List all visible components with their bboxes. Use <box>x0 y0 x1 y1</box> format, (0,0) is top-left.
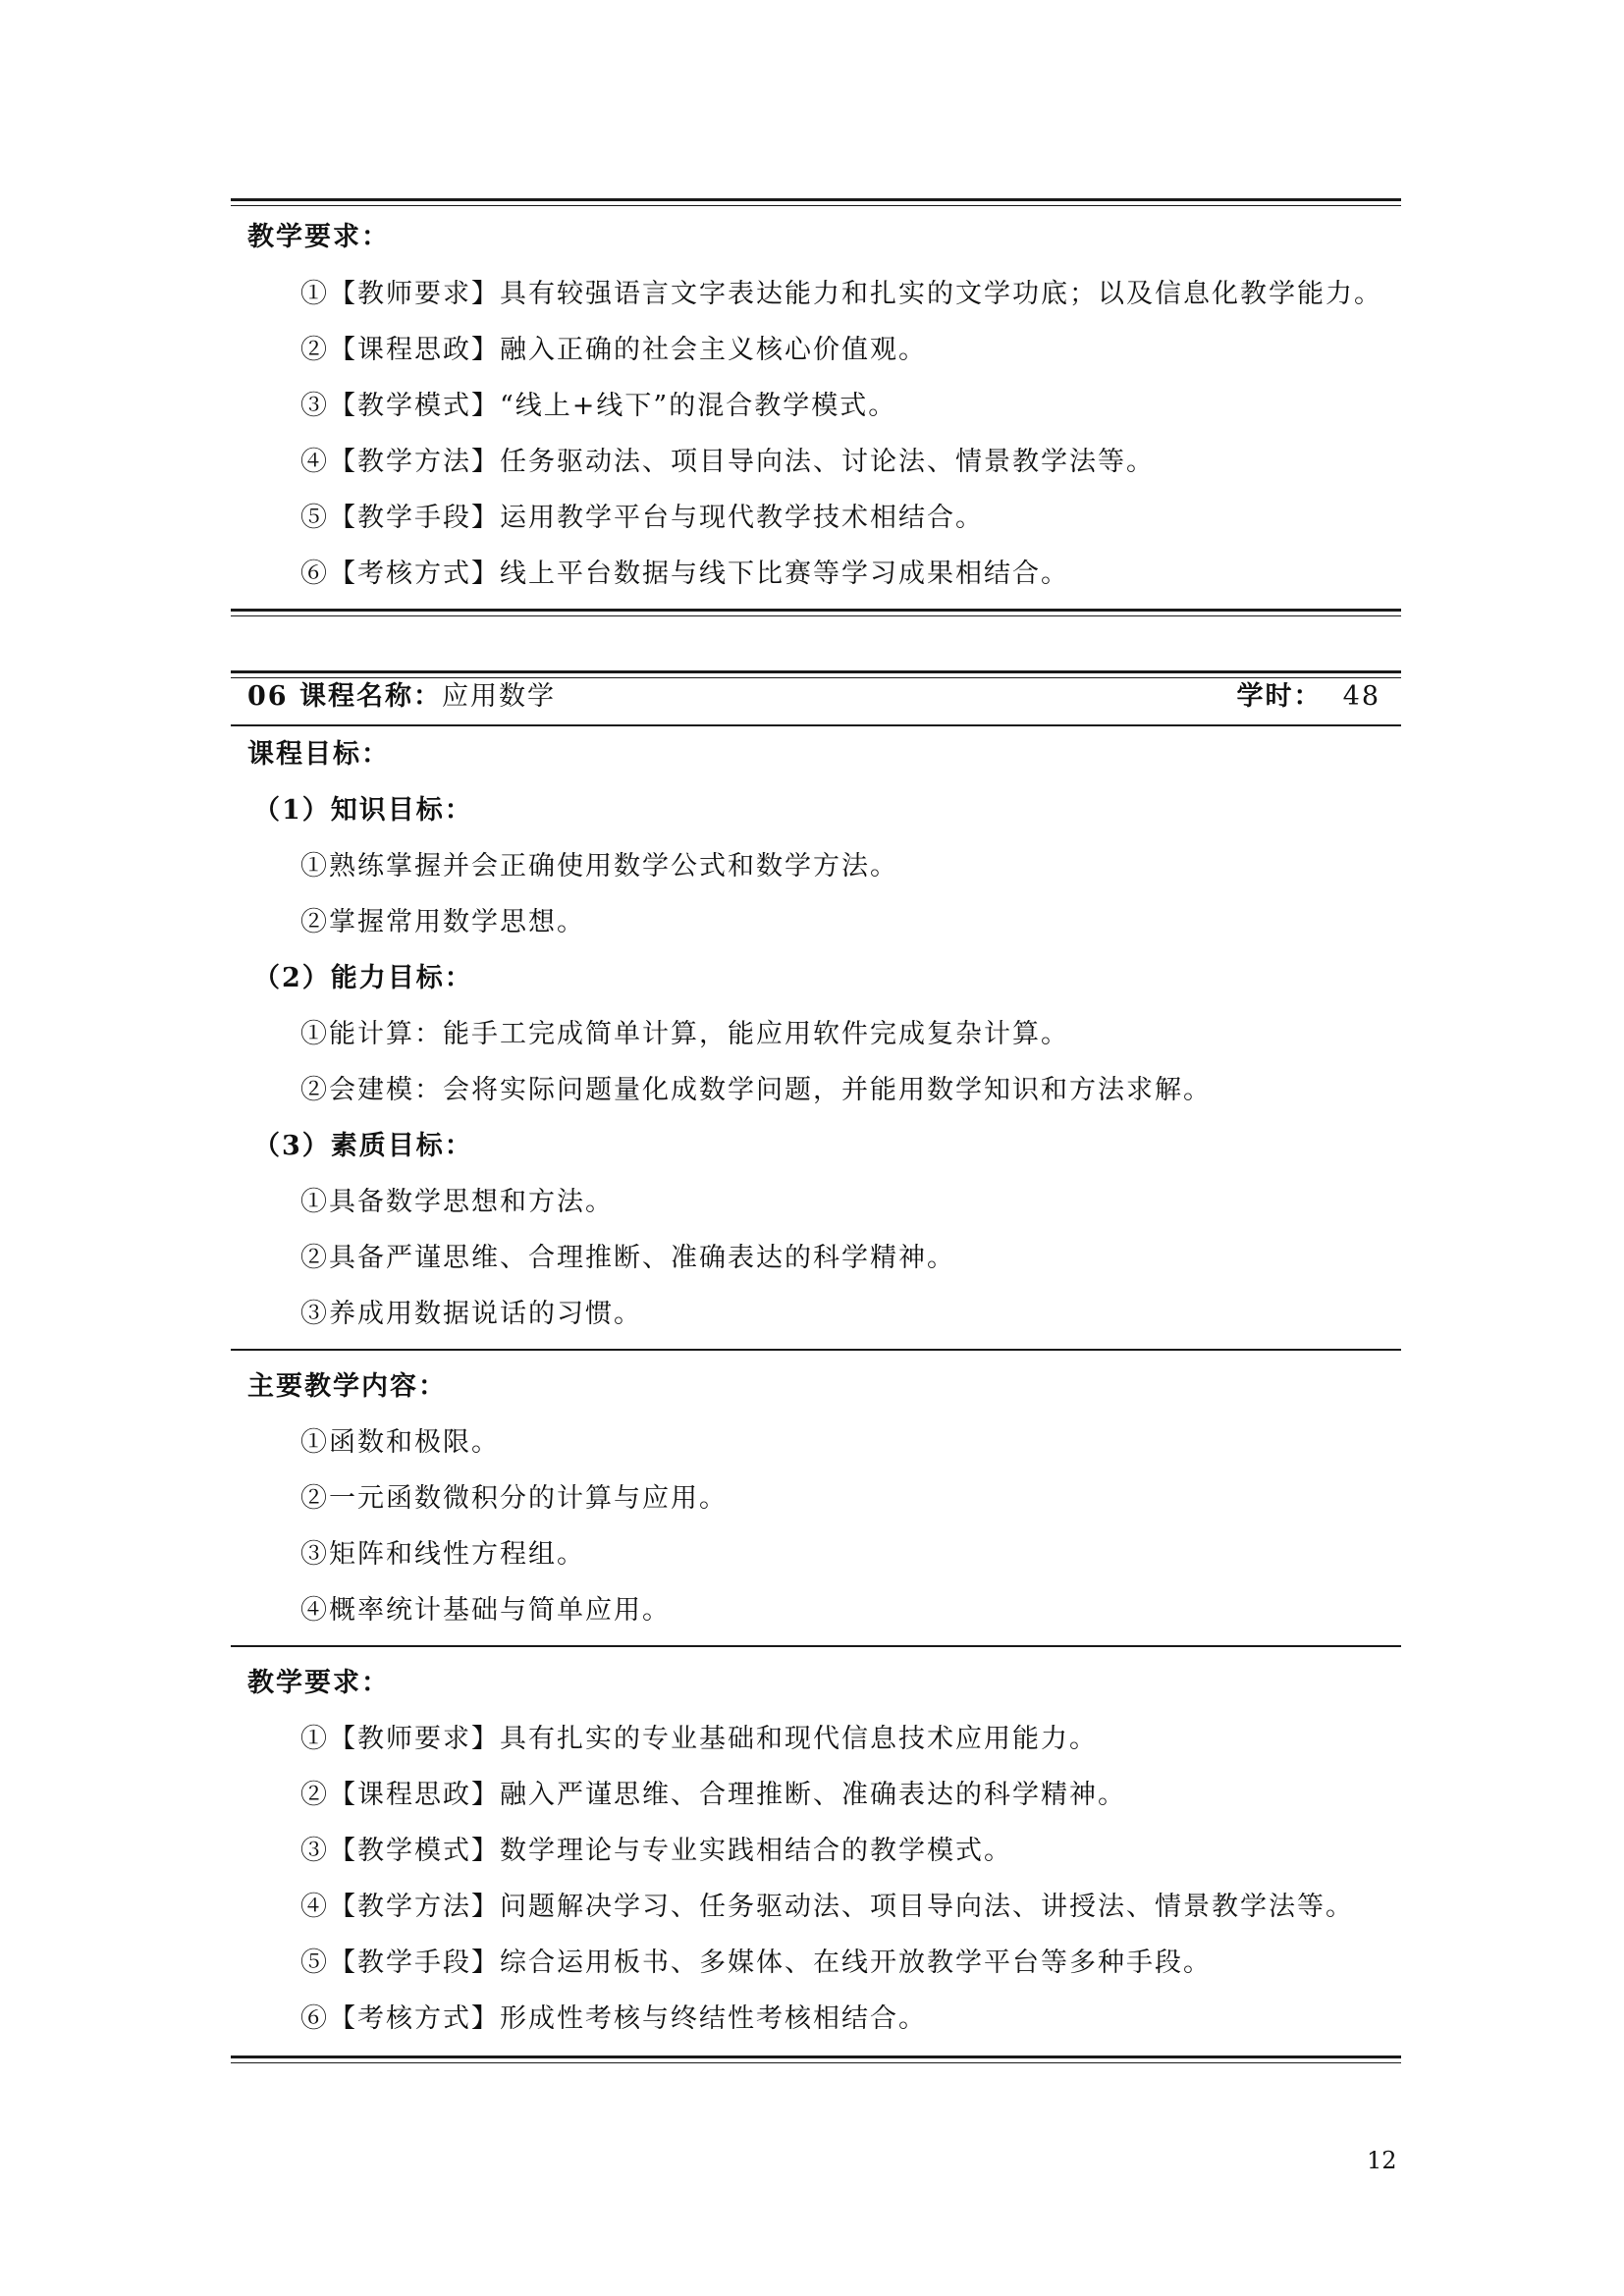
requirement-item: ③【教学模式】数学理论与专业实践相结合的教学模式。 <box>300 1836 1012 1866</box>
requirement-item: ②【课程思政】融入正确的社会主义核心价值观。 <box>300 335 927 365</box>
table-top-rule <box>231 198 1401 206</box>
hours-label: 学时： <box>1236 681 1323 712</box>
content-item: ③矩阵和线性方程组。 <box>300 1539 585 1570</box>
table-row-rule <box>231 1349 1401 1351</box>
content-item: ①函数和极限。 <box>300 1427 500 1458</box>
requirement-item: ④【教学方法】任务驱动法、项目导向法、讨论法、情景教学法等。 <box>300 447 1155 477</box>
knowledge-goal-item: ②掌握常用数学思想。 <box>300 907 585 937</box>
requirement-item: ①【教师要求】具有较强语言文字表达能力和扎实的文学功底；以及信息化教学能力。 <box>300 279 1382 309</box>
requirement-item: ⑥【考核方式】形成性考核与终结性考核相结合。 <box>300 2003 927 2034</box>
requirement-item: ①【教师要求】具有扎实的专业基础和现代信息技术应用能力。 <box>300 1724 1098 1754</box>
table-row-rule <box>231 724 1401 726</box>
table-top-rule <box>231 670 1401 678</box>
content-item: ④概率统计基础与简单应用。 <box>300 1595 671 1626</box>
quality-goal-item: ③养成用数据说话的习惯。 <box>300 1299 642 1329</box>
ability-goals-heading: （2）能力目标： <box>253 963 473 993</box>
knowledge-goals-heading: （1）知识目标： <box>253 795 473 826</box>
course-hours <box>1236 679 1380 715</box>
quality-goal-item: ②具备严谨思维、合理推断、准确表达的科学精神。 <box>300 1243 955 1273</box>
requirement-item: ④【教学方法】问题解决学习、任务驱动法、项目导向法、讲授法、情景教学法等。 <box>300 1892 1354 1922</box>
content-heading: 主要教学内容： <box>247 1371 447 1402</box>
hours-value: 48 <box>1342 681 1380 712</box>
requirement-item: ⑤【教学手段】运用教学平台与现代教学技术相结合。 <box>300 503 984 533</box>
course-name: 应用数学 <box>441 681 556 712</box>
course-title-row <box>247 679 556 715</box>
requirement-item: ②【课程思政】融入严谨思维、合理推断、准确表达的科学精神。 <box>300 1780 1126 1810</box>
table-bottom-rule <box>231 2056 1401 2063</box>
ability-goal-item: ①能计算：能手工完成简单计算，能应用软件完成复杂计算。 <box>300 1019 1069 1049</box>
requirement-item: ③【教学模式】“线上+线下”的混合教学模式。 <box>300 391 897 421</box>
section-heading-requirements: 教学要求： <box>247 222 390 252</box>
requirement-item: ⑥【考核方式】线上平台数据与线下比赛等学习成果相结合。 <box>300 559 1069 589</box>
content-item: ②一元函数微积分的计算与应用。 <box>300 1483 728 1514</box>
requirements-heading: 教学要求： <box>247 1668 390 1698</box>
requirement-item: ⑤【教学手段】综合运用板书、多媒体、在线开放教学平台等多种手段。 <box>300 1948 1212 1978</box>
goals-heading: 课程目标： <box>247 739 390 770</box>
quality-goal-item: ①具备数学思想和方法。 <box>300 1187 614 1217</box>
table-bottom-rule <box>231 609 1401 616</box>
quality-goals-heading: （3）素质目标： <box>253 1131 473 1161</box>
page-number: 12 <box>1367 2147 1397 2174</box>
course-name-label: 06 课程名称： <box>247 681 442 712</box>
knowledge-goal-item: ①熟练掌握并会正确使用数学公式和数学方法。 <box>300 851 898 881</box>
ability-goal-item: ②会建模：会将实际问题量化成数学问题，并能用数学知识和方法求解。 <box>300 1075 1212 1105</box>
table-row-rule <box>231 1645 1401 1647</box>
